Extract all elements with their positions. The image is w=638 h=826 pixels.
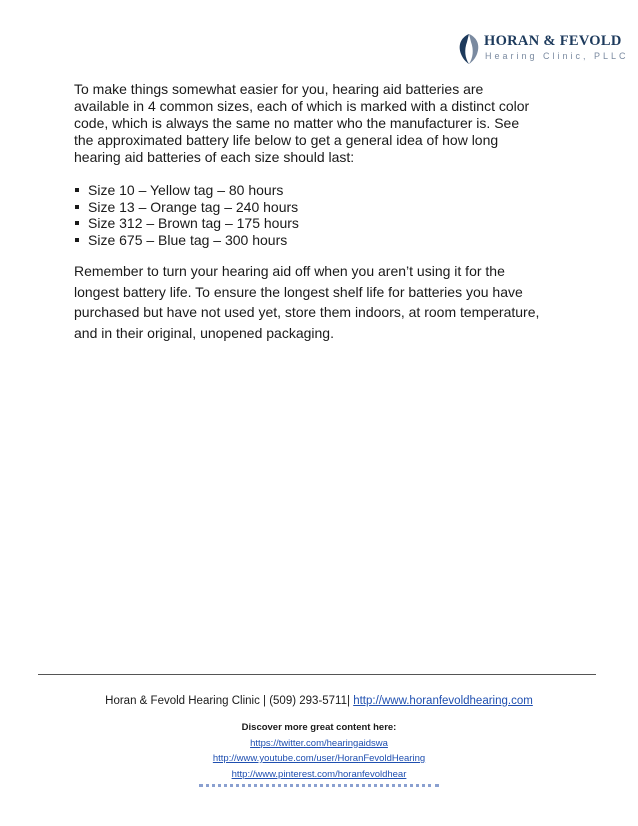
footer-website-link[interactable]: http://www.horanfevoldhearing.com xyxy=(353,695,533,707)
clipped-link-line xyxy=(0,780,638,788)
closing-line: longest battery life. To ensure the longest shelf life for batteries you have xyxy=(74,283,523,300)
youtube-link[interactable]: http://www.youtube.com/user/HoranFevoldHearing xyxy=(212,753,426,764)
list-item-text: Size 10 – Yellow tag – 80 hours xyxy=(88,182,284,198)
intro-line: hearing aid batteries of each size should last: xyxy=(74,149,355,165)
clinic-logo xyxy=(456,30,629,68)
list-item-text: Size 675 – Blue tag – 300 hours xyxy=(88,231,288,248)
intro-line: available in 4 common sizes, each of which is marked with a distinct color xyxy=(74,98,530,114)
discover-more xyxy=(0,720,638,782)
article-body xyxy=(74,81,574,343)
footer-contact xyxy=(0,695,638,707)
clipped-link-fragment xyxy=(199,784,439,788)
intro-line: code, which is always the same no matter who the manufacturer is. See xyxy=(74,115,520,131)
list-item-text: Size 312 – Brown tag – 175 hours xyxy=(88,215,299,231)
battery-size-list xyxy=(74,182,574,248)
bullet-icon xyxy=(75,188,79,192)
list-item-text: Size 13 – Orange tag – 240 hours xyxy=(88,198,299,215)
list-item xyxy=(74,182,574,199)
list-item xyxy=(74,199,574,216)
pinterest-link[interactable]: http://www.pinterest.com/horanfevoldhear xyxy=(231,768,407,780)
logo-name: HORAN & FEVOLD xyxy=(484,33,622,49)
bullet-icon xyxy=(75,205,79,209)
logo-mark-icon xyxy=(456,32,482,66)
logo-subtitle: Hearing Clinic, PLLC xyxy=(485,51,629,61)
closing-line: and in their original, unopened packaging. xyxy=(74,324,334,341)
bullet-icon xyxy=(75,238,79,242)
closing-line: Remember to turn your hearing aid off when you aren’t using it for the xyxy=(74,263,505,279)
footer-divider xyxy=(38,674,596,675)
twitter-link[interactable]: https://twitter.com/hearingaidswa xyxy=(250,737,388,749)
intro-line: the approximated battery life below to get a general idea of how long xyxy=(74,132,499,148)
footer-clinic-info: Horan & Fevold Hearing Clinic | (509) 293-5711| xyxy=(105,695,354,707)
list-item xyxy=(74,232,574,249)
closing-line: purchased but have not used yet, store them indoors, at room temperature, xyxy=(74,304,540,320)
bullet-icon xyxy=(75,221,79,225)
closing-paragraph xyxy=(74,261,574,343)
intro-line: To make things somewhat easier for you, hearing aid batteries are xyxy=(74,81,484,97)
discover-heading: Discover more great content here: xyxy=(241,722,397,733)
list-item xyxy=(74,215,574,232)
intro-paragraph xyxy=(74,81,574,166)
